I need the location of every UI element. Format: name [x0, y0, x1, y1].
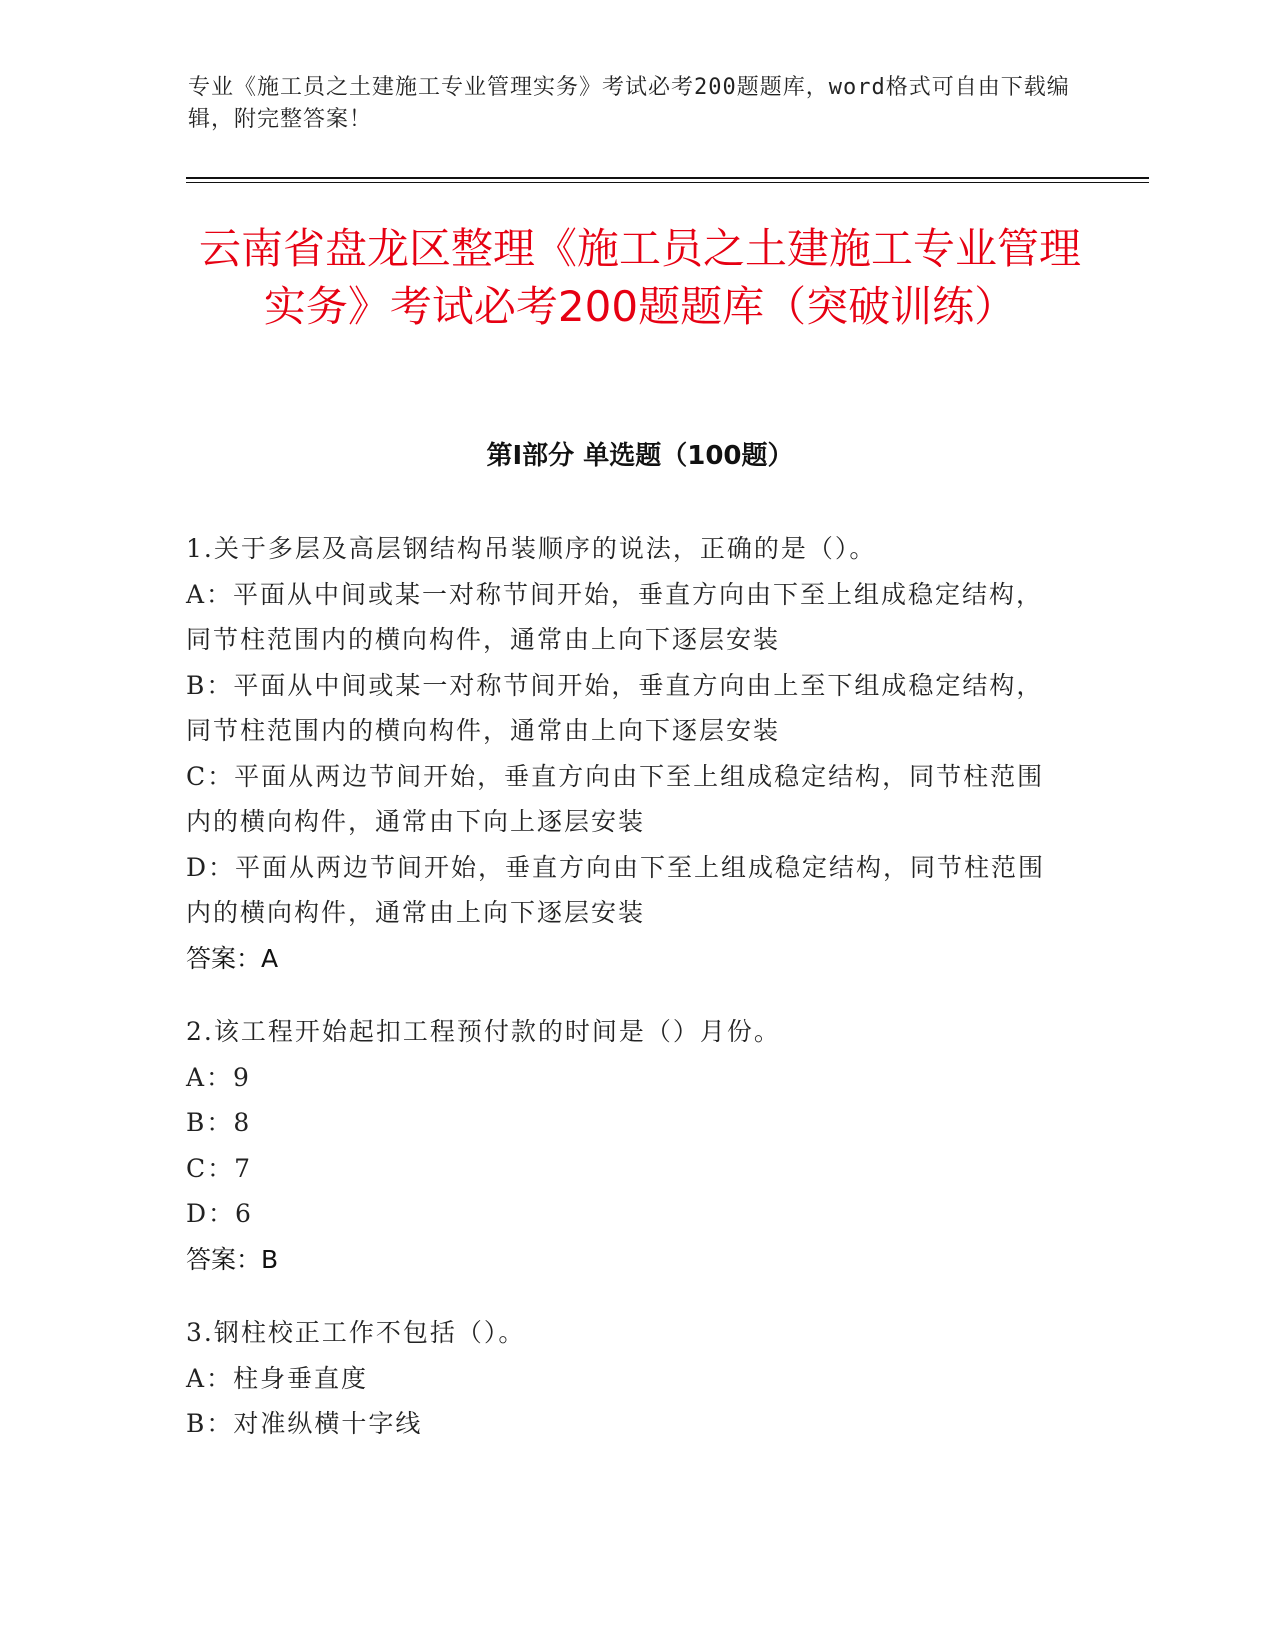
- question-3: [186, 1310, 1066, 1447]
- question-list: [186, 526, 1066, 1475]
- option-b: B：平面从中间或某一对称节间开始，垂直方向由上至下组成稳定结构，同节柱范围内的横向构件，通常由上向下逐层安装: [186, 670, 1044, 745]
- option-c: C：7: [186, 1153, 253, 1183]
- answer-label: 答案：: [186, 943, 262, 973]
- answer-line: [186, 936, 1066, 982]
- option-a: A：9: [186, 1062, 251, 1092]
- document-title: 云南省盘龙区整理《施工员之土建施工专业管理实务》考试必考200题题库（突破训练）: [198, 224, 1081, 331]
- answer-value: A: [261, 943, 279, 973]
- option-d: D：6: [186, 1199, 253, 1228]
- header-note: 专业《施工员之土建施工专业管理实务》考试必考200题题库，word格式可自由下载编辑，附完整答案！: [188, 75, 1070, 132]
- question-2: [186, 1009, 1066, 1282]
- option-a: A：柱身垂直度: [186, 1363, 369, 1393]
- answer-line: [186, 1237, 1066, 1283]
- option-c: C：平面从两边节间开始，垂直方向由下至上组成稳定结构，同节柱范围内的横向构件，通常由下向上逐层安装: [186, 761, 1045, 836]
- question-stem: 1.关于多层及高层钢结构吊装顺序的说法，正确的是（）。: [186, 534, 877, 563]
- answer-label: 答案：: [186, 1244, 262, 1274]
- section-title: 第Ⅰ部分 单选题（100题）: [486, 441, 794, 471]
- option-d: D：平面从两边节间开始，垂直方向由下至上组成稳定结构，同节柱范围内的横向构件，通常由上向下逐层安装: [186, 852, 1046, 927]
- answer-value: B: [261, 1244, 279, 1274]
- option-b: B：对准纵横十字线: [186, 1409, 423, 1438]
- option-a: A：平面从中间或某一对称节间开始，垂直方向由下至上组成稳定结构，同节柱范围内的横向构件，通常由上向下逐层安装: [186, 579, 1044, 654]
- question-1: [186, 526, 1066, 981]
- question-stem: 2.该工程开始起扣工程预付款的时间是（）月份。: [186, 1017, 781, 1046]
- question-stem: 3.钢柱校正工作不包括（）。: [186, 1318, 526, 1347]
- header-divider: [186, 177, 1149, 179]
- header-divider-thin: [186, 182, 1149, 183]
- option-b: B：8: [186, 1108, 252, 1137]
